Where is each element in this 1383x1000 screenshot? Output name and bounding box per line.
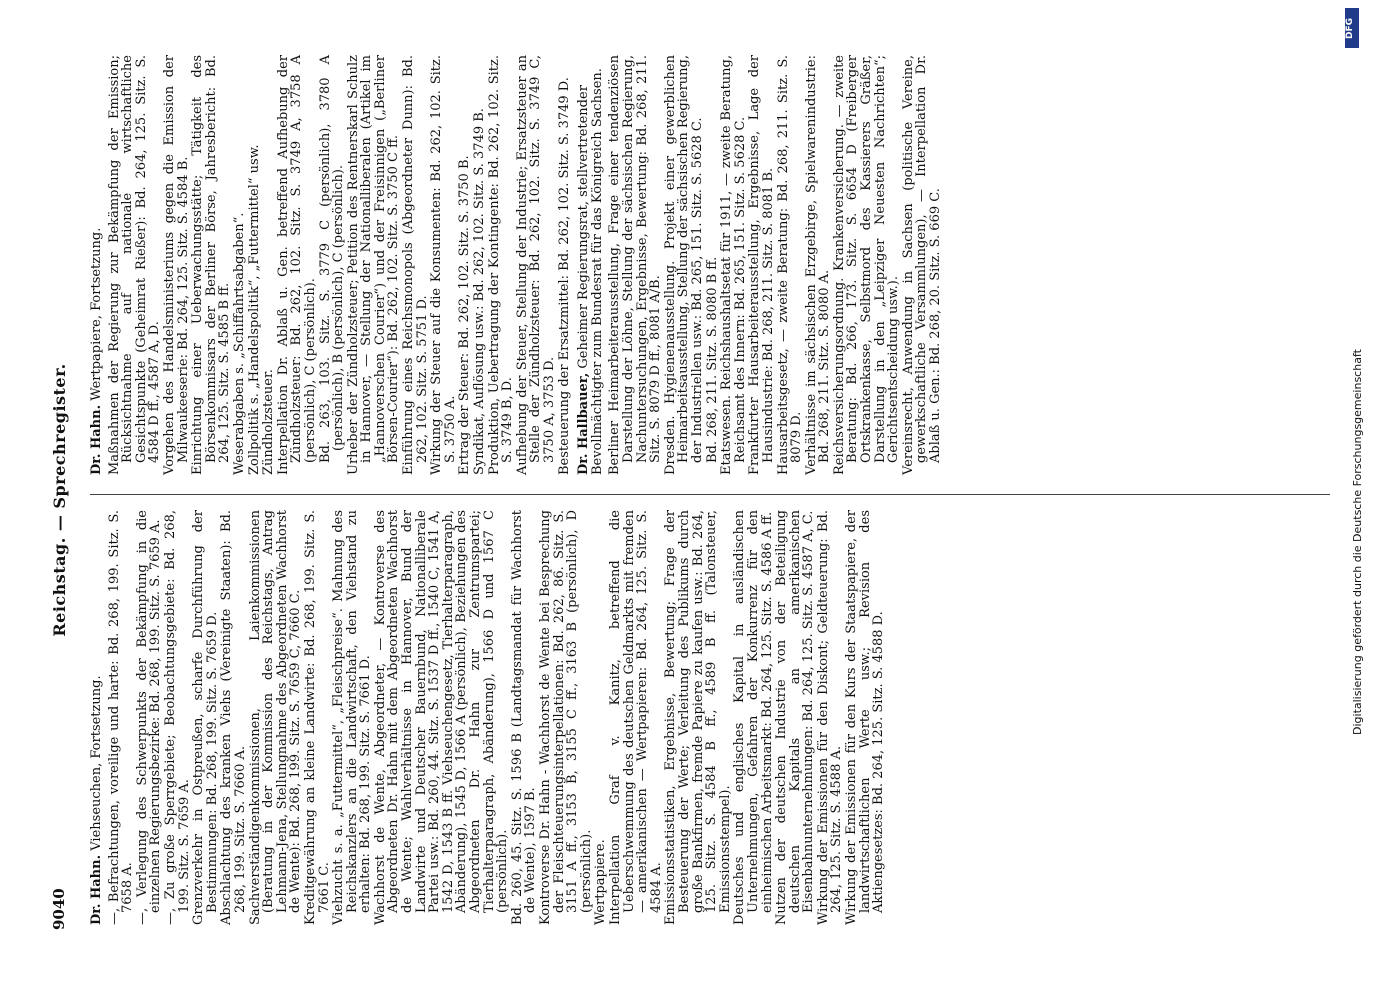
index-entry: Berliner Heimarbeiterausstellung, Frage einer tendenziösen Darstellung der Löhne, Stellung der sächsischen Regierung, Nachuntersuchungen, Ergebnisse, Bewertung: Bd. 268, 211. Sitz. S. 8079 D ff., 8081 A/B. xyxy=(607,55,664,475)
dfg-logo: DFG xyxy=(1345,8,1359,48)
index-entry: Wirkung der Steuer auf die Konsumenten: Bd. 262, 102. Sitz. S. 3750 A. xyxy=(429,55,458,475)
index-entry: Nutzen der deutschen Industrie von der Beteiligung deutschen Kapitals an amerikanischen Eisenbahnunternehmungen: Bd. 264, 125. Sitz. S. 4587 A, C. xyxy=(774,510,817,925)
index-entry: Viehzucht s. a. „Futtermittel“, „Fleischpreise“. Mahnung des Reichskanzlers an die Landwirtschaft, den Viehstand zu erhalten: Bd. 268, 199. Sitz. S. 7661 D. xyxy=(331,510,374,925)
index-entry: Abschlachtung des kranken Viehs (Vereinigte Staaten): Bd. 268, 199. Sitz. S. 7660 A. xyxy=(219,510,248,925)
index-entry: Grenzverkehr in Ostpreußen, scharfe Durchführung der Bestimmungen: Bd. 268, 199. Sitz. S. 7659 D. xyxy=(191,510,220,925)
index-entry: Syndikat, Auflösung usw.: Bd. 262, 102. Sitz. S. 3749 B. xyxy=(472,108,488,475)
index-entry: Hausarbeitsgesetz, — zweite Beratung: Bd. 268, 211. Sitz. S. 8079 D. xyxy=(775,55,805,475)
speaker-description: Geheimer Regierungsrat, stellvertretender Bevollmächtigter zum Bundesrat für das Königreich Sachsen. xyxy=(576,68,605,475)
speaker-name: Dr. Hahn. xyxy=(89,854,104,925)
left-column-heading xyxy=(90,510,104,925)
right-column xyxy=(90,55,944,475)
digitization-credit-text: Digitalisierung gefördert durch die Deutsche Forschungsgemeinschaft xyxy=(1351,349,1364,735)
index-entry: Dresden. Hygienenausstellung. Projekt einer gewerblichen Heimarbeitsausstellung, Stellung der sächsischen Regierung, der Industriellen usw.: Bd. 265, 151. Sitz. S. 5628 C. xyxy=(662,55,705,475)
index-entry: Kontroverse Dr. Hahn - Wachhorst de Wente bei Besprechung der Fleischteuerungsinterpellationen: Bd. 262, 86. Sitz. S. 3151 A ff., 3153 B, 3155 C ff., 3163 B (persönlich), D (persönlich). xyxy=(538,510,594,925)
index-entry: Bd. 263, 103. Sitz. S. 3779 C (persönlich), 3780 A (persönlich), B (persönlich), C (persönlich). xyxy=(317,55,347,463)
index-section-title: Zündholzsteuer. xyxy=(261,369,277,475)
index-entry: Bd. 268, 211. Sitz. S. 8080 B ff. xyxy=(704,256,720,463)
topic-heading: Wertpapiere, Fortsetzung. xyxy=(89,227,104,401)
digitization-credit xyxy=(1345,15,1371,735)
rotated-page-content xyxy=(30,0,1330,1000)
running-head: Reichstag. — Sprechregister. xyxy=(50,363,69,637)
index-entry: Maßnahmen der Regierung zur Bekämpfung der Emission; Rücksichtnahme auf nationale wirtschaftliche Gesichtspunkte (Geheimrat Rießer): Bd. 264, 125. Sitz. S. 4584 D ff., 4587 A, D. xyxy=(106,55,163,475)
index-entry: Einrichtung einer Ueberwachungsstätte; Tätigkeit des Börsenkommissars der Berliner Börse, Jahresbericht: Bd. 264, 125. Sitz. S. 4585 B ff. xyxy=(190,55,233,475)
page-number: 9040 xyxy=(50,888,68,930)
index-entry: Bd. 260, 45. Sitz. S. 1596 B (Landtagsmandat für Wachhorst de Wente), 1597 B. xyxy=(509,510,539,925)
index-entry: Sachverständigenkommissionen, Laienkommissionen (Beratung in der Kommission des Reichstags, Antrag Lehmann-Jena, Stellungnahme des Abgeordneten Wachhorst de Wente): Bd. 268, 199. Sitz. S. 7659 C, 7660 C. xyxy=(247,510,304,925)
index-entry: Urheber der Zündholzsteuer; Petition des Rentnerskarl Schulz in Hannover, — Stellung der Nationalliberalen (Artikel im „Hannoverschen Courier“) und der Freisinnigen („Berliner Börsen-Courier“): Bd. 262, 102. Sitz. S. 3750 C ff. xyxy=(345,55,402,475)
index-entry: Zollpolitik s. „Handelspolitik“, „Futtermittel“ usw. xyxy=(246,144,262,475)
index-entry: Weserabgaben s. „Schiffahrtsabgaben“. xyxy=(231,212,247,475)
index-entry: Vorgehen des Handelsministeriums gegen die Emission der Milwaukeeserie: Bd. 264, 125. Sitz. S. 4584 B. xyxy=(161,55,191,475)
index-entry: Wirkung der Emissionen für den Diskont; Geldteuerung: Bd. 264, 125. Sitz. S. 4588 A. xyxy=(815,510,845,925)
speaker-name: Dr. Hallbauer, xyxy=(576,372,592,475)
index-entry: Ertrag der Steuer: Bd. 262, 102. Sitz. S. 3750 B. xyxy=(457,155,473,475)
speaker-name: Dr. Hahn. xyxy=(89,404,104,475)
index-entry: Emissionsstatistiken, Ergebnisse, Bewertung; Frage der Besteuerung der Werte; Verleitung des Publikums durch große Bankfirmen, fremde Papiere zu kaufen usw.: Bd. 264, 125. Sitz. S. 4584 B ff., 4589 B ff. (Talonsteuer, Emissionsstempel). xyxy=(663,510,733,925)
topic-heading: Viehseuchen, Fortsetzung. xyxy=(89,675,104,851)
index-section-title: Wertpapiere. xyxy=(593,839,609,925)
left-column xyxy=(90,510,887,925)
index-entry: Einführung eines Reichsmonopols (Abgeordneter Dunn): Bd. 262, 102. Sitz. S. 5751 D. xyxy=(401,55,430,475)
right-column-heading xyxy=(90,55,104,475)
index-entry: Frankfurter Hausarbeiterausstellung, Ergebnisse, Lage der Hausindustrie: Bd. 268, 211. Sitz. S. 8081 B. xyxy=(747,55,776,475)
index-entry: Wachhorst de Wente, Abgeordneter, — Kontroverse des Abgeordneten Dr. Hahn mit dem Abgeordneten Wachhorst de Wente; Wahlverhältnisse in Hannover, Bund der Landwirte und Deutscher Bauernbund, Nationalliberale Partei usw.: Bd. 260, 44. Sitz. S. 1537 D ff., 1540 C, 1541 A, 1542 D, 1543 B ff. Viehseuchengesetz, Tierhalterparagraph, Abänderung), 1545 D, 1566 A (persönlich), Beziehungen des Abgeordneten Dr. Hahn zur Zentrumspartei; Tierhalterparagraph, Abänderung), 1566 D und 1567 C (persönlich). xyxy=(372,510,511,925)
index-entry: Aufhebung der Steuer, Stellung der Industrie; Ersatzsteuer an Stelle der Zündholzsteuer: Bd. 262, 102. Sitz. S. 3749 C, 3750 A, 3753 D. xyxy=(514,55,557,475)
index-entry: Wirkung der Emissionen für den Kurs der Staatspapiere, der landwirtschaftlichen Werte usw.; Revision des Aktiengesetzes: Bd. 264, 125. Sitz. S. 4588 D. xyxy=(844,510,887,925)
right-column-heading-2 xyxy=(577,55,604,475)
index-entry: Etatswesen. Reichshaushaltsetat für 1911, — zweite Beratung, Reichsamt des Innern: Bd. 265, 151. Sitz. S. 5628 C. xyxy=(719,55,748,475)
column-divider xyxy=(90,494,1330,495)
index-entry: Reichsversicherungsordnung. Krankenversicherung. — zweite Beratung: Bd. 266, 173. Sitz. S. 6654 D (Freiberger Ortskrankenkasse, Selbstmord des Kassierers Gräßer, Darstellung in den „Leipziger Neuesten Nachrichten“; Gerichtsentscheidung usw.). xyxy=(831,55,902,475)
index-entry: —, Befrachtungen, voreilige und harte: Bd. 268, 199. Sitz. S. 7658 A. xyxy=(106,510,136,925)
index-entry: Interpellation Dr. Ablaß u. Gen. betreffend Aufhebung der Zündholzsteuer: Bd. 262, 102. Sitz. S. 3749 A, 3758 A (persönlich), C (persönlich). xyxy=(275,55,318,475)
index-entry: Deutsches und englisches Kapital in ausländischen Unternehmungen, Gefahren der Konkurrenz für den einheimischen Arbeitsmarkt: Bd. 264, 125. Sitz. S. 4586 A ff. xyxy=(732,510,775,925)
index-entry: Kreditgewährung an kleine Landwirte: Bd. 268, 199. Sitz. S. 7661 C. xyxy=(302,510,332,925)
index-entry: Vereinsrecht, Anwendung in Sachsen (politische Vereine, gewerkschaftliche Versammlungen), — Interpellation Dr. Ablaß u. Gen.: Bd. 268, 20. Sitz. S. 669 C. xyxy=(900,55,944,475)
index-entry: —, Zu große Sperrgebiete; Beobachtungsgebiete: Bd. 268, 199. Sitz. S. 7659 A. xyxy=(162,510,192,925)
index-entry: Besteuerung der Ersatzmittel: Bd. 262, 102. Sitz. S. 3749 D. xyxy=(556,77,572,475)
index-entry: Interpellation Graf v. Kanitz, betreffend die Ueberschwemmung des deutschen Geldmarkts mit fremden — amerikanischen — Wertpapieren: Bd. 264, 125. Sitz. S. 4584 A. xyxy=(607,510,664,925)
index-entry: —, Verlegung des Schwerpunkts der Bekämpfung in die einzelnen Regierungsbezirke: Bd. 268, 199. Sitz. S. 7659 A. xyxy=(134,510,164,925)
page-header xyxy=(50,0,80,1000)
index-entry: Produktion, Uebertragung der Kontingente: Bd. 262, 102. Sitz. S. 3749 B, D. xyxy=(486,55,516,475)
index-entry: Verhältnisse im sächsischen Erzgebirge, Spielwarenindustrie: Bd. 268, 211. Sitz. S. 8080 A. xyxy=(803,55,833,475)
